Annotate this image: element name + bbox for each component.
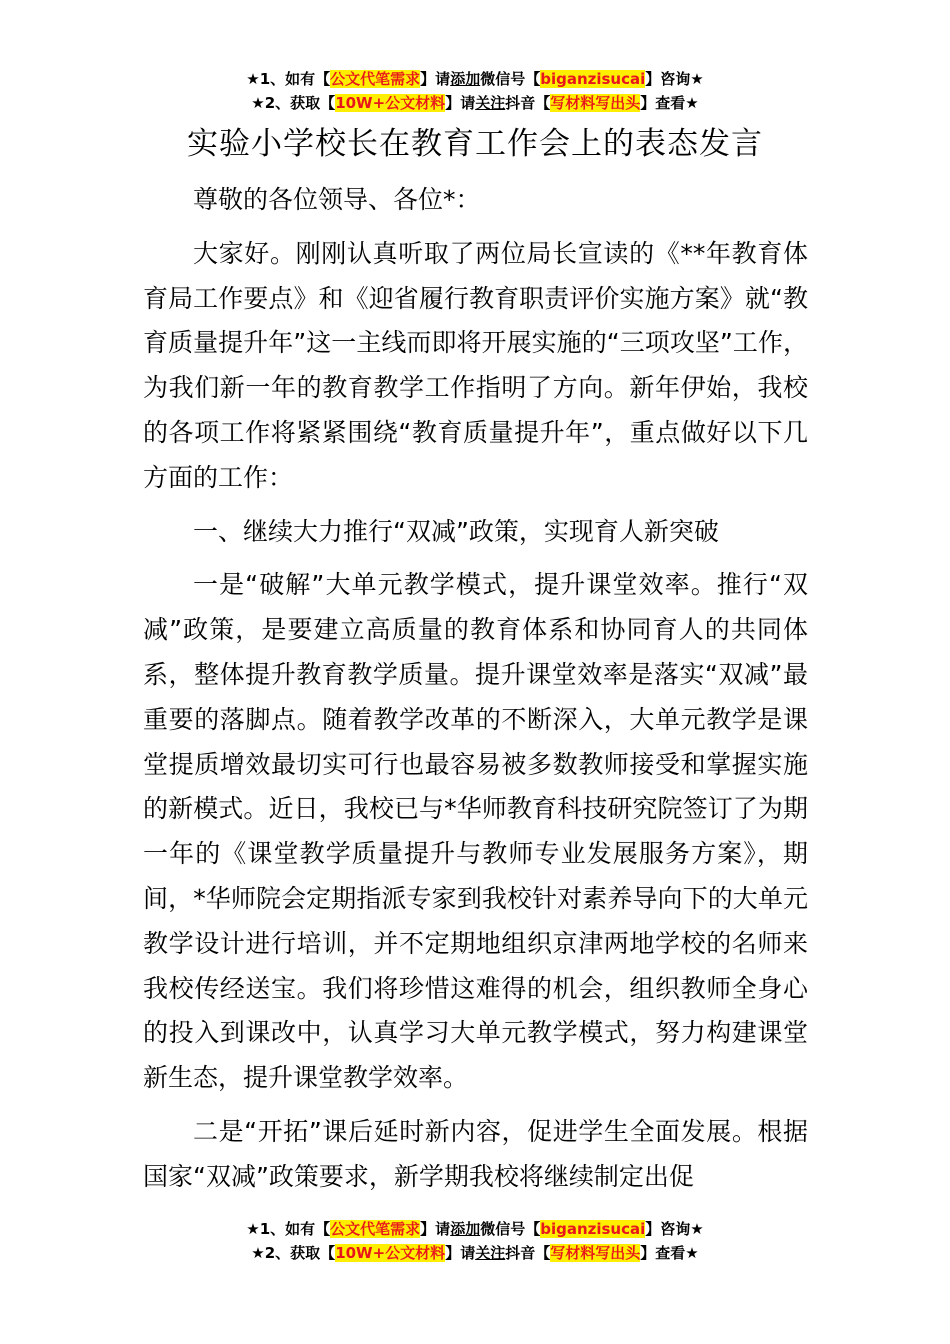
highlight-wechat-id: biganzisucai [540, 70, 646, 88]
paragraph-second-point: 二是“开拓”课后延时新内容，促进学生全面发展。根据国家“双减”政策要求，新学期我校将继续制定出促 [143, 1116, 808, 1191]
highlight-douyin: 写材料写出头 [550, 94, 641, 112]
highlight-service: 公文代笔需求 [330, 70, 421, 88]
highlight-wechat-id: biganzisucai [540, 1220, 646, 1238]
highlight-materials: 10W+公文材料 [335, 1244, 446, 1262]
highlight-materials: 10W+公文材料 [335, 94, 446, 112]
section-heading: 一、继续大力推行“双减”政策，实现育人新突破 [193, 516, 719, 546]
highlight-service: 公文代笔需求 [330, 1220, 421, 1238]
header-banner [0, 67, 950, 115]
banner-line-1: ★1、如有【公文代笔需求】请添加微信号【biganzisucai】咨询★ [246, 70, 704, 88]
banner-line-1: ★1、如有【公文代笔需求】请添加微信号【biganzisucai】咨询★ [246, 1220, 704, 1238]
highlight-douyin: 写材料写出头 [550, 1244, 641, 1262]
salutation: 尊敬的各位领导、各位*： [193, 185, 481, 214]
footer-banner [0, 1217, 950, 1265]
page-title: 实验小学校长在教育工作会上的表态发言 [187, 126, 763, 162]
banner-line-2: ★2、获取【10W+公文材料】请关注抖音【写材料写出头】查看★ [251, 1244, 699, 1262]
paragraph-first-point: 一是“破解”大单元教学模式，提升课堂效率。推行“双减”政策，是要建立高质量的教育体系和协同育人的共同体系，整体提升教育教学质量。提升课堂效率是落实“双减”最重要的落脚点。随着教学改革的不断深入，大单元教学是课堂提质增效最切实可行也最容易被多数教师接受和掌握实施的新模式。近日，我校已与*华师教育科技研究院签订了为期一年的《课堂教学质量提升与教师专业发展服务方案》，期间，*华师院会定期指派专家到我校针对素养导向下的大单元教学设计进行培训，并不定期地组织京津两地学校的名师来我校传经送宝。我们将珍惜这难得的机会，组织教师全身心的投入到课改中，认真学习大单元教学模式，努力构建课堂新生态，提升课堂教学效率。 [143, 570, 808, 1093]
paragraph-intro: 大家好。刚刚认真听取了两位局长宣读的《**年教育体育局工作要点》和《迎省履行教育职责评价实施方案》就“教育质量提升年”这一主线而即将开展实施的“三项攻坚”工作，为我们新一年的教育教学工作指明了方向。新年伊始，我校的各项工作将紧紧围绕“教育质量提升年”，重点做好以下几方面的工作： [143, 238, 808, 492]
banner-line-2: ★2、获取【10W+公文材料】请关注抖音【写材料写出头】查看★ [251, 94, 699, 112]
document-body [143, 178, 808, 1209]
